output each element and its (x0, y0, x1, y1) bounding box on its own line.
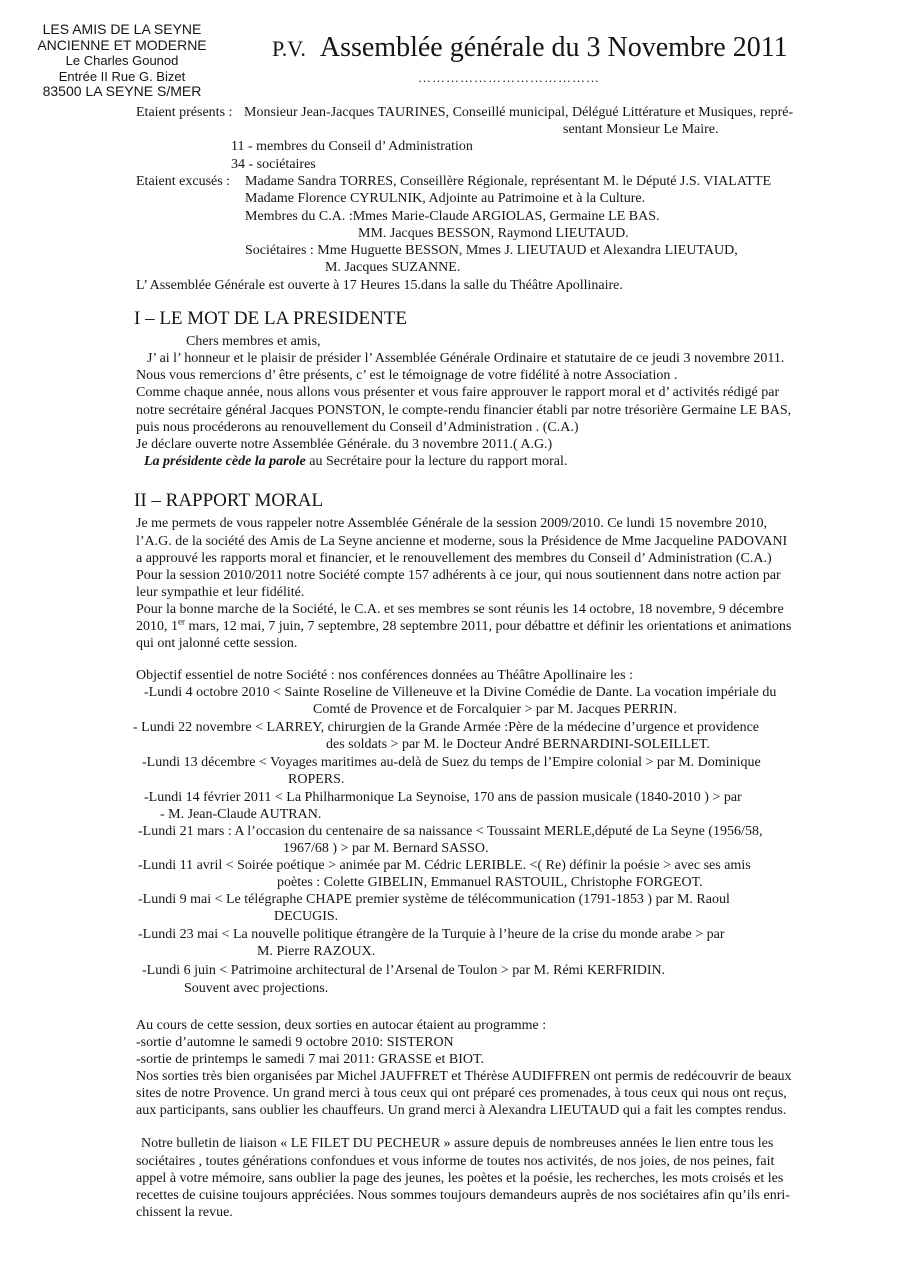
outings-line: -sortie d’automne le samedi 9 octobre 2010: SISTERON (136, 1035, 454, 1050)
outings-line: Au cours de cette session, deux sorties en autocar étaient au programme : (136, 1018, 547, 1033)
meeting-dates-start: 2010, 1 (136, 619, 178, 634)
ordinal-suffix: er (178, 616, 185, 627)
bulletin-line: chissent la revue. (136, 1205, 233, 1220)
paragraph-line: notre secrétaire général Jacques PONSTON, le compte-rendu financier établi par notre trésorière Germaine LE BAS, (136, 403, 792, 418)
paragraph-line: Chers membres et amis, (186, 334, 321, 349)
document-title (272, 32, 788, 64)
section-2-heading: II – RAPPORT MORAL (134, 490, 324, 511)
conference-note: Souvent avec projections. (184, 981, 329, 996)
bulletin-line: recettes de cuisine toujours appréciées. Nous sommes toujours demandeurs auprès de nos sociétaires afin qu’ils enri- (136, 1188, 790, 1203)
bulletin-line: Notre bulletin de liaison « LE FILET DU PECHEUR » assure depuis de nombreuses années le lien entre tous les (141, 1136, 774, 1151)
conference-line: -Lundi 4 octobre 2010 < Sainte Roseline de Villeneuve et la Divine Comédie de Dante. La vocation impériale du (144, 685, 777, 700)
closing-rest: au Secrétaire pour la lecture du rapport moral. (305, 454, 568, 469)
section-1-heading: I – LE MOT DE LA PRESIDENTE (134, 308, 408, 329)
paragraph-line: leur sympathie et leur fidélité. (136, 585, 305, 600)
paragraph-line: Pour la bonne marche de la Société, le C.A. et ses membres se sont réunis les 14 octobre, 18 novembre, 9 décembre (136, 602, 784, 617)
org-name-line-2: ANCIENNE ET MODERNE (37, 36, 207, 53)
excuses-label: Etaient excusés : (136, 174, 231, 189)
title-text: Assemblée générale du 3 Novembre 2011 (319, 32, 788, 63)
conference-line: -Lundi 23 mai < La nouvelle politique étrangère de la Turquie à l’heure de la crise du monde arabe > par (138, 927, 725, 942)
excuse-line: Sociétaires : Mme Huguette BESSON, Mmes J. LIEUTAUD et Alexandra LIEUTAUD, (245, 243, 738, 258)
conference-line: -Lundi 9 mai < Le télégraphe CHAPE premier système de télécommunication (1791-1853 ) par M. Raoul (138, 892, 730, 907)
conference-line: 1967/68 ) > par M. Bernard SASSO. (283, 841, 489, 856)
conference-line: Comté de Provence et de Forcalquier > par M. Jacques PERRIN. (313, 702, 678, 717)
conference-line: -Lundi 6 juin < Patrimoine architectural de l’Arsenal de Toulon > par M. Rémi KERFRIDIN. (142, 963, 666, 978)
paragraph-line: qui ont jalonné cette session. (136, 636, 298, 651)
conference-line: -Lundi 11 avril < Soirée poétique > animée par M. Cédric LERIBLE. <( Re) définir la poésie > avec ses amis (138, 858, 751, 873)
paragraph-line: Pour la session 2010/2011 notre Société compte 157 adhérents à ce jour, qui nous soutiennent dans notre action par (136, 568, 781, 583)
paragraph-line: Je me permets de vous rappeler notre Assemblée Générale de la session 2009/2010. Ce lundi 15 novembre 2010, (136, 516, 768, 531)
org-address-line-1: Le Charles Gounod (65, 53, 179, 68)
conference-line: ROPERS. (288, 772, 345, 787)
conference-line: -Lundi 13 décembre < Voyages maritimes au-delà de Suez du temps de l’Empire colonial > par M. Dominique (142, 755, 761, 770)
excuse-line: Madame Sandra TORRES, Conseillère Régionale, représentant M. le Député J.S. VIALATTE (245, 174, 772, 189)
paragraph-line: Nous vous remercions d’ être présents, c’ est le témoignage de votre fidélité à notre Association . (136, 368, 678, 383)
outings-line: -sortie de printemps le samedi 7 mai 2011: GRASSE et BIOT. (136, 1052, 485, 1067)
org-name-line-1: LES AMIS DE LA SEYNE (42, 21, 202, 37)
excuse-line: Membres du C.A. :Mmes Marie-Claude ARGIOLAS, Germaine LE BAS. (245, 209, 660, 224)
conseil-count: 11 - membres du Conseil d’ Administration (231, 139, 473, 154)
meeting-dates-line (136, 618, 791, 635)
paragraph-line: J’ ai l’ honneur et le plaisir de présider l’ Assemblée Générale Ordinaire et statutaire de ce jeudi 3 novembre 2011. (147, 351, 785, 366)
conference-line: -Lundi 21 mars : A l’occasion du centenaire de sa naissance < Toussaint MERLE,député de La Seyne (1956/58, (138, 824, 763, 839)
bulletin-line: sociétaires , toutes générations confondues et vous informe de toutes nos activités, de nos joies, de nos peines, fait (136, 1154, 775, 1169)
org-address-line-3: 83500 LA SEYNE S/MER (42, 83, 202, 99)
outings-line: sites de notre Provence. Un grand merci à tous ceux qui ont préparé ces promenades, à tous ceux qui nous ont reçus, (136, 1086, 787, 1101)
conference-line: poètes : Colette GIBELIN, Emmanuel RASTOUIL, Christophe FORGEOT. (277, 875, 703, 890)
meeting-dates-rest: mars, 12 mai, 7 juin, 7 septembre, 28 septembre 2011, pour débattre et définir les orientations et animations (185, 619, 792, 634)
closing-line (144, 453, 567, 470)
paragraph-line: l’A.G. de la société des Amis de La Seyne ancienne et moderne, sous la Présidence de Mme Jacqueline PADOVANI (136, 534, 788, 549)
conference-line: M. Pierre RAZOUX. (257, 944, 376, 959)
bulletin-line: appel à votre mémoire, sans oublier la page des jeunes, les poètes et la poésie, les recherches, les mots croisés et les (136, 1171, 784, 1186)
societaires-count: 34 - sociétaires (231, 157, 316, 172)
excuse-line: MM. Jacques BESSON, Raymond LIEUTAUD. (358, 226, 629, 241)
organization-block (33, 22, 211, 100)
presents-line: sentant Monsieur Le Maire. (563, 122, 719, 137)
paragraph-line: a approuvé les rapports moral et financier, et le renouvellement des membres du Conseil d’ Administration (C.A.) (136, 551, 772, 566)
objective-line: Objectif essentiel de notre Société : nos conférences données au Théâtre Apollinaire les : (136, 668, 633, 683)
paragraph-line: puis nous procéderons au renouvellement du Conseil d’Administration . (C.A.) (136, 420, 579, 435)
org-address-line-2: Entrée II Rue G. Bizet (58, 68, 186, 84)
conference-line: DECUGIS. (274, 909, 339, 924)
presents-line: Monsieur Jean-Jacques TAURINES, Conseillé municipal, Délégué Littérature et Musiques, repré- (244, 105, 794, 120)
paragraph-line: Comme chaque année, nous allons vous présenter et vous faire approuver le rapport moral et d’ activités rédigé par (136, 385, 780, 400)
excuse-line: Madame Florence CYRULNIK, Adjointe au Patrimoine et à la Culture. (245, 191, 646, 206)
paragraph-line: Je déclare ouverte notre Assemblée Générale. du 3 novembre 2011.( A.G.) (136, 437, 553, 452)
outings-line: Nos sorties très bien organisées par Michel JAUFFRET et Thérèse AUDIFFREN ont permis de redécouvrir de beaux (136, 1069, 792, 1084)
title-dots: ………………………………… (418, 70, 600, 85)
conference-line: des soldats > par M. le Docteur André BERNARDINI-SOLEILLET. (326, 737, 711, 752)
opening-line: L’ Assemblée Générale est ouverte à 17 Heures 15.dans la salle du Théâtre Apollinaire. (136, 278, 623, 293)
pv-label: P.V. (272, 36, 306, 61)
presents-label: Etaient présents : (136, 105, 233, 120)
conference-line: -Lundi 14 février 2011 < La Philharmonique La Seynoise, 170 ans de passion musicale (1840-2010 ) > par (144, 790, 742, 805)
conference-line: - M. Jean-Claude AUTRAN. (160, 807, 322, 822)
excuse-line: M. Jacques SUZANNE. (325, 260, 461, 275)
closing-emphasis: La présidente cède la parole (144, 454, 306, 469)
conference-line: - Lundi 22 novembre < LARREY, chirurgien de la Grande Armée :Père de la médecine d’urgence et providence (133, 720, 760, 735)
outings-line: aux participants, sans oublier les chauffeurs. Un grand merci à Alexandra LIEUTAUD qui a fait les comptes rendus. (136, 1103, 787, 1118)
